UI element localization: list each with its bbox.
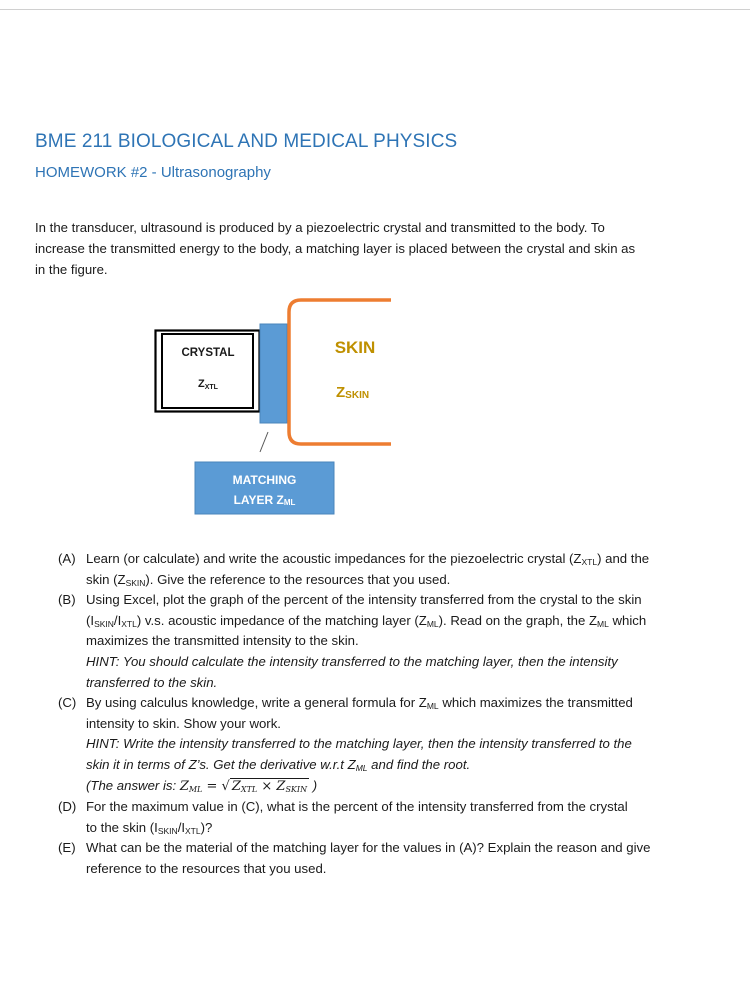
question-line: intensity to skin. Show your work.	[86, 715, 281, 731]
question-c	[58, 693, 718, 797]
question-line: Using Excel, plot the graph of the percent of the intensity transferred from the crystal to the skin	[86, 592, 642, 608]
question-line: What can be the material of the matching layer for the values in (A)? Explain the reason and give	[86, 840, 651, 856]
intro-paragraph	[35, 217, 705, 280]
skin-label: SKIN	[334, 338, 376, 357]
hint-line: transferred to the skin.	[86, 674, 218, 690]
question-line: skin $(Z_{SKIN})$. Give the reference to the resources that you used.	[86, 571, 451, 588]
intro-line-3: in the figure.	[35, 262, 108, 277]
hint-line: HINT: Write the intensity transferred to the matching layer, then the intensity transferred to the	[86, 736, 632, 752]
skin-outline	[289, 300, 391, 444]
crystal-inner-frame	[162, 334, 253, 408]
skin-impedance-label: ZSKIN	[336, 384, 370, 401]
question-label: (E)	[58, 840, 76, 856]
question-b	[58, 590, 718, 693]
crystal-impedance-label: ZXTL	[198, 378, 218, 391]
crystal-label: CRYSTAL	[181, 347, 235, 359]
crystal-outer-frame	[156, 331, 260, 412]
question-a	[58, 549, 718, 590]
intro-line-1: In the transducer, ultrasound is produced by a piezoelectric crystal and transmitted to the body. To	[35, 220, 605, 235]
question-label: (C)	[58, 695, 77, 711]
question-line: maximizes the transmitted intensity to the skin.	[86, 633, 359, 649]
document-subtitle: HOMEWORK #2 - Ultrasonography	[35, 164, 271, 181]
question-label: (B)	[58, 592, 76, 608]
matching-callout-line-2: LAYER ZML	[233, 493, 296, 507]
question-line: Learn (or calculate) and write the acoustic impedances for the piezoelectric crystal $(Z_{XTL})$ and the	[86, 551, 650, 567]
top-divider	[0, 9, 750, 10]
question-list	[58, 549, 718, 880]
question-label: (A)	[58, 551, 76, 566]
question-line: For the maximum value in (C), what is the percent of the intensity transferred from the crystal	[86, 799, 628, 815]
matching-layer-block	[260, 324, 287, 423]
question-d	[58, 797, 718, 838]
answer-formula: (The answer is: $Z_{ML}$ = √ $Z_{XTL} \times Z_{SKIN}$ )	[86, 777, 318, 794]
question-e	[58, 838, 718, 879]
intro-line-2: increase the transmitted energy to the body, a matching layer is placed between the crystal and skin as	[35, 241, 636, 256]
question-line: By using calculus knowledge, write a general formula for $Z_{ML}$ which maximizes the transmitted	[86, 695, 633, 712]
question-label: (D)	[58, 799, 77, 815]
question-line: reference to the resources that you used.	[86, 860, 327, 876]
matching-callout-line-1: MATCHING	[232, 473, 297, 487]
hint-line: HINT: You should calculate the intensity transferred to the matching layer, then the intensity	[86, 653, 618, 669]
transducer-figure	[0, 290, 750, 520]
question-line: $(I_{SKIN}/I_{XTL})$ v.s. acoustic impedance of the matching layer $(Z_{ML})$. Read on the graph, the $Z_{ML}$ which	[86, 612, 647, 629]
matching-pointer-line	[260, 432, 268, 452]
hint-line: skin it in terms of Z’s. Get the derivative w.r.t $Z_{ML}$ and find the root.	[86, 756, 471, 773]
question-line: to the skin $(I_{SKIN}/I_{XTL})$?	[86, 819, 213, 836]
document-title: BME 211 BIOLOGICAL AND MEDICAL PHYSICS	[35, 131, 458, 152]
